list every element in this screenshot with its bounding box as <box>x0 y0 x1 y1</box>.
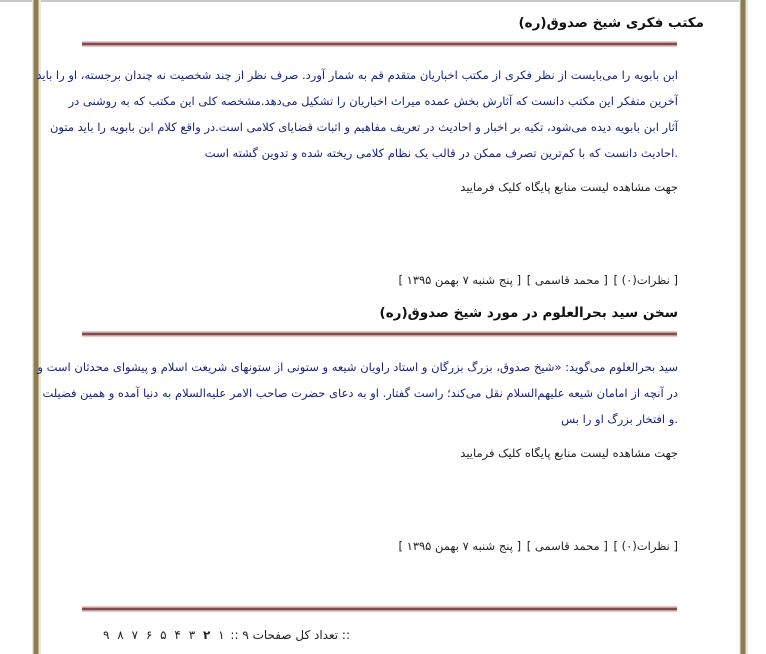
post-body-line: و افتخار بزرگ او را بس. <box>561 412 678 426</box>
post-title[interactable]: سخن سید بحرالعلوم در مورد شیخ صدوق(ره) <box>379 305 678 321</box>
post-title[interactable]: مکتب فکری شیخ صدوق(ره) <box>518 15 704 31</box>
post-body <box>0 354 678 432</box>
pagination-label: :: تعداد کل صفحات ۹ :: <box>230 628 350 642</box>
post-body-line: در آنچه از امامان شیعه علیهم‌السلام نقل می‌کند؛ راست گفتار. او به دعای حضرت صاحب الامر علیه‌السلام به دنیا آمده و همین فضیلت <box>42 386 678 400</box>
page-link-4[interactable]: ۴ <box>174 628 181 642</box>
page-link-3[interactable]: ۳ <box>188 628 196 642</box>
page-link-8[interactable]: ۸ <box>117 628 124 642</box>
post-date: [ پنج شنبه ۷ بهمن ۱۳۹۵ ] <box>398 539 522 553</box>
title-separator <box>82 41 677 47</box>
top-divider <box>0 0 742 2</box>
page-link-9[interactable]: ۹ <box>103 628 110 642</box>
page-link-2-current[interactable]: ۲ <box>202 628 211 642</box>
post-body <box>0 62 678 166</box>
post-body-line: ابن بابویه را می‌بایست از نظر فکری از مکتب اخباریان متقدم قم به شمار آورد. صرف نظر از چند شخصیت نه چندان برجسته، او را باید <box>36 68 678 82</box>
post-meta <box>396 539 678 553</box>
post-body-line: سید بحرالعلوم می‌گوید: «شیخ صدوق، بزرگ بزرگان و استاد راویان شیعه و ستونی از ستونهای شریعت اسلام و پیشوای محدثان است و <box>37 360 678 374</box>
post-meta <box>396 273 678 287</box>
post-date: [ پنج شنبه ۷ بهمن ۱۳۹۵ ] <box>398 273 522 287</box>
page-link-6[interactable]: ۶ <box>145 628 153 642</box>
page-link-5[interactable]: ۵ <box>160 628 167 642</box>
right-page-border <box>739 0 748 654</box>
sources-link[interactable]: جهت مشاهده لیست منابع پایگاه کلیک فرمایید <box>460 446 678 460</box>
footer-separator <box>82 606 677 612</box>
post-comments-link[interactable]: [ نظرات(۰) ] <box>613 539 678 553</box>
post-author-link[interactable]: [ محمد قاسمی ] <box>526 273 608 287</box>
post-comments-link[interactable]: [ نظرات(۰) ] <box>613 273 678 287</box>
pagination <box>101 628 350 642</box>
post-body-line: آخرین متفکر این مکتب دانست که آثارش بخش عمده میراث اخباریان را تشکیل می‌دهد.مشخصه کلی این مکتب که به روشنی در <box>68 94 678 108</box>
post-body-line: احادیث دانست که با کم‌ترین تصرف ممکن در قالب یک نظام کلامی ریخته شده و تدوین گشته است. <box>204 146 678 160</box>
page-link-7[interactable]: ۷ <box>131 628 139 642</box>
title-separator <box>82 331 677 337</box>
post-body-line: آثار ابن بابویه دیده می‌شود، تکیه بر اخبار و احادیث در تعریف مفاهیم و اثبات قضایای کلامی است.در واقع کلام ابن بابویه را باید متون <box>49 120 678 134</box>
post-author-link[interactable]: [ محمد قاسمی ] <box>526 539 608 553</box>
page-link-1[interactable]: ۱ <box>218 628 225 642</box>
sources-link[interactable]: جهت مشاهده لیست منابع پایگاه کلیک فرمایید <box>460 180 678 194</box>
